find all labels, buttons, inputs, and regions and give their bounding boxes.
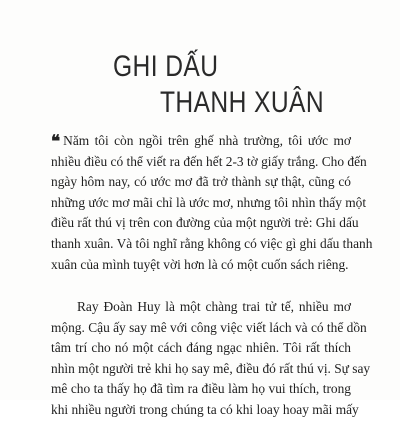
paragraph-1-line-2: nhiều điều có thể viết ra đến hết 2-3 tờ giấy trắng. Cho đến xyxy=(51,153,367,169)
paragraph-1-line-4: những ước mơ mãi chỉ là ước mơ, nhưng tôi nhìn thấy một xyxy=(51,194,367,210)
paragraph-1 xyxy=(51,131,373,275)
paragraph-1-line-6: thanh xuân. Và tôi nghĩ rằng không có việc gì ghi dấu thanh xyxy=(51,235,373,251)
paragraph-1-line-1 xyxy=(51,131,351,152)
chapter-title-line-2: THANH XUÂN xyxy=(160,86,325,119)
paragraph-2-line-2: mộng. Cậu ấy say mê với công việc viết lách và có thể dồn xyxy=(51,319,367,335)
paragraph-1-line-7: xuân của mình tuyệt vời hơn là có một cuốn sách riêng. xyxy=(51,256,349,272)
paragraph-2-line-3: tâm trí cho nó một cách đáng ngạc nhiên. Tôi rất thích xyxy=(51,340,351,356)
paragraph-1-line-3: ngày hôm nay, có ước mơ đã trở thành sự thật, cũng có xyxy=(51,174,351,190)
paragraph-1-line-5: điều rất thú vị trên con đường của một người trẻ: Ghi dấu xyxy=(51,215,359,231)
opening-quote-icon: ❝ xyxy=(51,132,61,152)
paragraph-2-line-5: mê cho ta thấy họ đã tìm ra điều làm họ vui thích, trong xyxy=(51,381,351,397)
paragraph-2-line-4: nhìn một người trẻ khi họ say mê, điều đó rất thú vị. Sự say xyxy=(51,360,371,376)
chapter-title-line-1: GHI DẤU xyxy=(113,50,219,83)
paragraph-1-line-1-text: Năm tôi còn ngồi trên ghế nhà trường, tôi ước mơ xyxy=(63,133,351,148)
paragraph-2-line-6: khi nhiều người trong chúng ta có khi loay hoay mãi mấy xyxy=(51,401,359,417)
paragraph-2 xyxy=(51,297,371,421)
paragraph-2-line-1: Ray Đoàn Huy là một chàng trai tử tế, nhiều mơ xyxy=(77,299,351,314)
